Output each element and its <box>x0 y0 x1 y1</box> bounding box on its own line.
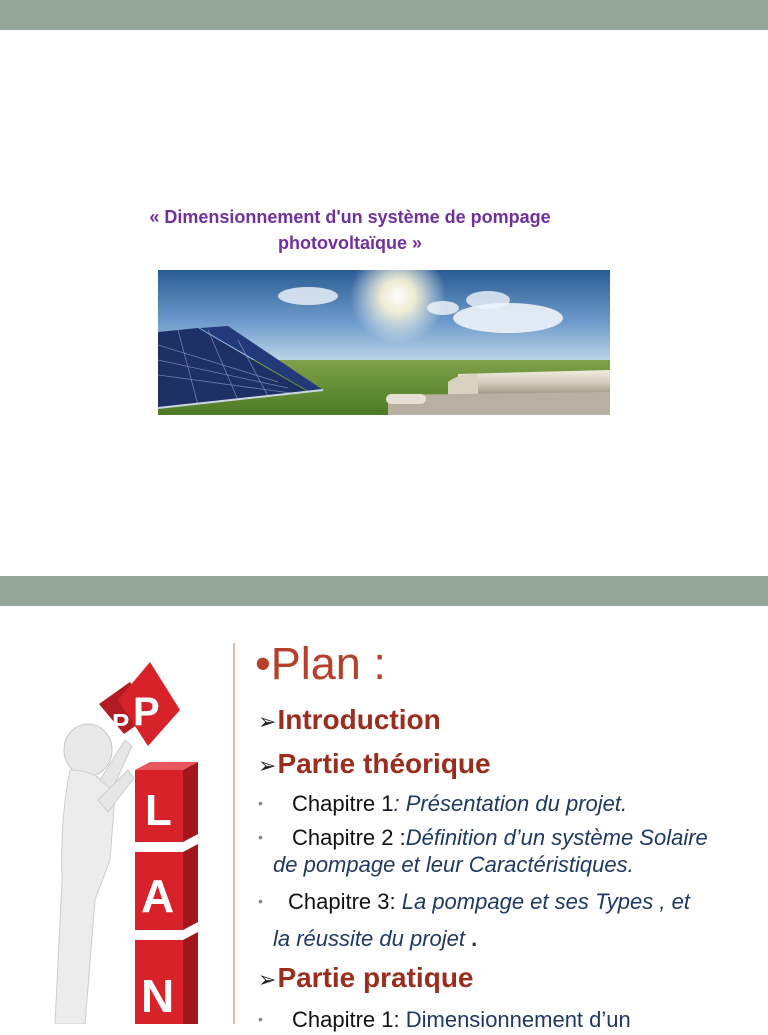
chapitre-3-line-2: la réussite du projet <box>273 926 465 951</box>
cube-n <box>135 932 198 1024</box>
svg-text:P: P <box>112 708 130 738</box>
slide-header-bar-2 <box>0 576 768 606</box>
chapitre-1-prefix: Chapitre 1 <box>292 791 394 816</box>
bullet-icon: • <box>258 1011 263 1027</box>
list-item-chapitre-1 <box>258 788 748 819</box>
list-item-pratique-chapitre-1 <box>258 1004 748 1035</box>
section-introduction-label: Introduction <box>277 704 441 735</box>
chapitre-3-text: La pompage et ses Types , et <box>401 889 690 914</box>
bullet-icon: • <box>258 829 263 845</box>
arrow-bullet-icon: ➢ <box>258 753 277 778</box>
solar-pumping-photo <box>158 270 610 415</box>
slide-title <box>100 204 600 256</box>
person-pushing-plan-cubes <box>0 620 225 1024</box>
chapitre-1-text: : Présentation du projet. <box>393 791 628 816</box>
cube-a <box>135 844 198 930</box>
cube-l <box>135 762 198 842</box>
svg-text:N: N <box>141 970 175 1022</box>
svg-text:A: A <box>141 870 175 922</box>
section-pratique-label: Partie pratique <box>277 962 474 993</box>
bullet-icon: • <box>258 893 263 909</box>
list-item-chapitre-2 <box>258 822 748 853</box>
title-line-1: « Dimensionnement d'un système de pompage <box>149 207 551 227</box>
section-theorique-label: Partie théorique <box>277 748 491 779</box>
plan-heading: •Plan : <box>255 638 386 689</box>
list-item-chapitre-3-continued <box>273 924 763 954</box>
slide-header-bar <box>0 0 768 30</box>
vertical-divider <box>233 643 235 1024</box>
arrow-bullet-icon: ➢ <box>258 709 277 734</box>
chapitre-2-prefix: Chapitre 2 : <box>292 825 406 850</box>
pratique-chapitre-1-prefix: Chapitre 1: <box>292 1007 406 1032</box>
solar-field-illustration <box>158 270 610 415</box>
arrow-bullet-icon: ➢ <box>258 967 277 992</box>
section-pratique <box>258 961 474 997</box>
list-item-chapitre-2-continued <box>273 850 763 880</box>
chapitre-3-end: . <box>465 926 478 951</box>
svg-text:P: P <box>133 690 160 734</box>
chapitre-2-text: Définition d’un système Solaire <box>405 825 708 850</box>
pratique-chapitre-1-text: Dimensionnement d’un <box>405 1007 631 1032</box>
list-item-chapitre-3 <box>258 886 748 917</box>
section-introduction <box>258 703 441 739</box>
chapitre-3-prefix: Chapitre 3: <box>288 889 402 914</box>
chapitre-2-line-2: de pompage et leur Caractéristiques. <box>273 852 634 877</box>
plan-cubes-illustration <box>0 620 225 1024</box>
section-theorique <box>258 747 491 783</box>
bullet-icon: • <box>258 795 263 811</box>
title-line-2: photovoltaïque » <box>278 233 422 253</box>
svg-text:L: L <box>145 786 172 835</box>
